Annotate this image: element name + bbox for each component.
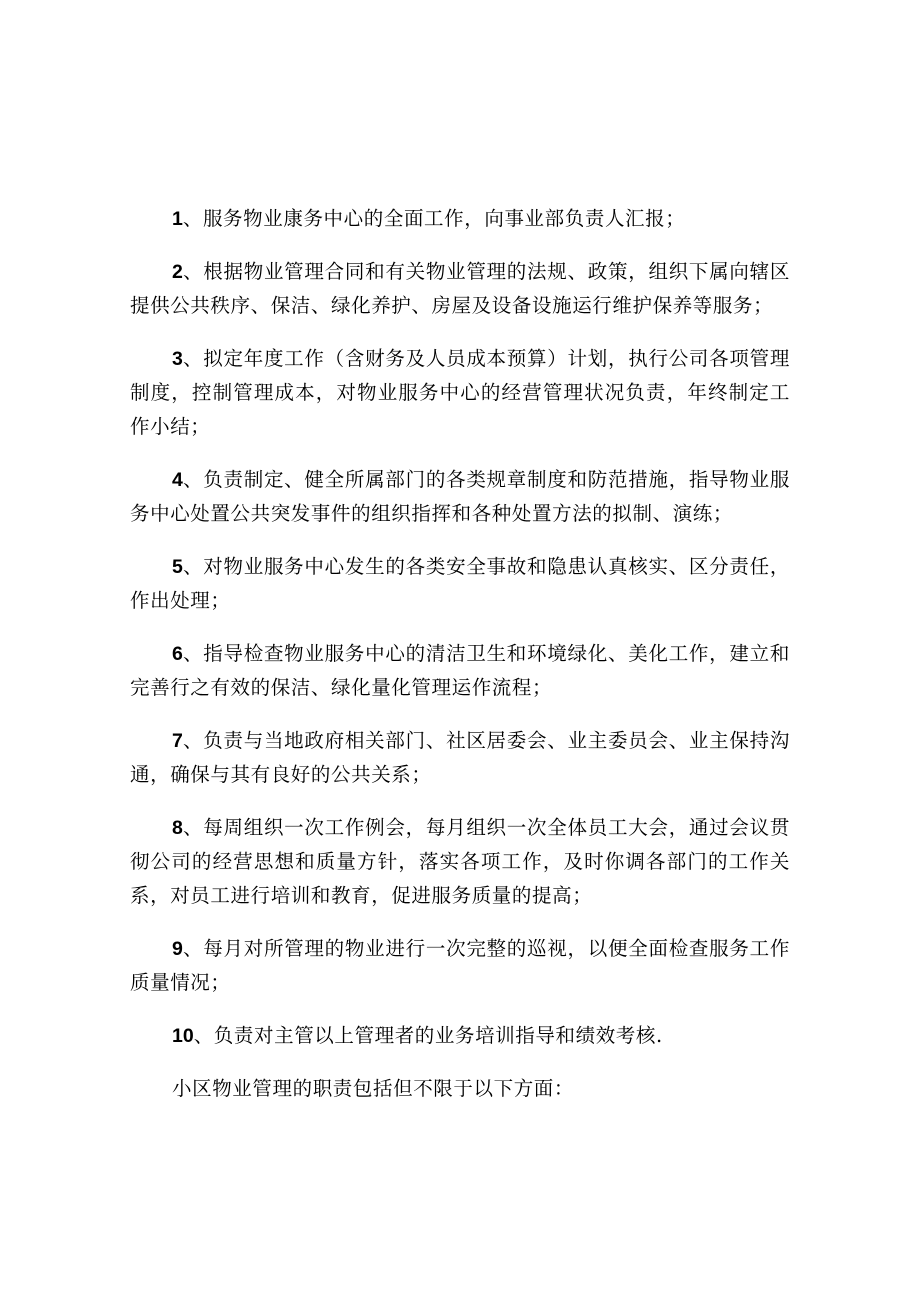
- item-text: 、指导检查物业服务中心的清洁卫生和环境绿化、美化工作，建立和完善行之有效的保洁、绿化量化管理运作流程；: [130, 642, 790, 699]
- item-number: 3: [172, 348, 183, 370]
- item-number: 1: [172, 208, 183, 230]
- item-number: 10: [172, 1025, 194, 1047]
- item-text: 、服务物业康务中心的全面工作，向事业部负责人汇报；: [182, 207, 686, 230]
- closing-paragraph: 小区物业管理的职责包括但不限于以下方面：: [172, 1077, 575, 1100]
- duty-item-3: [130, 342, 790, 444]
- item-number: 5: [172, 556, 183, 578]
- item-text: 、负责制定、健全所属部门的各类规章制度和防范措施，指导物业服务中心处置公共突发事件的组织指挥和各种处置方法的拟制、演练；: [130, 468, 790, 525]
- item-number: 8: [172, 817, 183, 839]
- item-text: 、负责对主管以上管理者的业务培训指导和绩效考核.: [193, 1024, 663, 1047]
- item-number: 9: [172, 938, 183, 960]
- duty-item-2: [130, 255, 790, 323]
- item-number: 7: [172, 730, 183, 752]
- item-text: 、根据物业管理合同和有关物业管理的法规、政策，组织下属向辖区提供公共秩序、保洁、绿化养护、房屋及设备设施运行维护保养等服务；: [130, 260, 790, 317]
- item-text: 、每周组织一次工作例会，每月组织一次全体员工大会，通过会议贯彻公司的经营思想和质量方针，落实各项工作，及时你调各部门的工作关系，对员工进行培训和教育，促进服务质量的提高；: [130, 816, 790, 907]
- document-body: [130, 202, 790, 1125]
- duty-item-10: [130, 1019, 790, 1053]
- item-text: 、负责与当地政府相关部门、社区居委会、业主委员会、业主保持沟通，确保与其有良好的公共关系；: [130, 729, 790, 786]
- item-text: 、拟定年度工作（含财务及人员成本预算）计划，执行公司各项管理制度，控制管理成本，对物业服务中心的经营管理状况负责，年终制定工作小结；: [130, 347, 790, 438]
- item-text: 、对物业服务中心发生的各类安全事故和隐患认真核实、区分责任，作出处理；: [130, 555, 790, 612]
- duty-item-8: [130, 811, 790, 913]
- item-number: 4: [172, 469, 183, 491]
- duty-item-6: [130, 637, 790, 705]
- duty-item-9: [130, 932, 790, 1000]
- duty-item-7: [130, 724, 790, 792]
- duty-item-1: [130, 202, 790, 236]
- item-number: 6: [172, 643, 183, 665]
- duty-item-5: [130, 550, 790, 618]
- item-number: 2: [172, 261, 183, 283]
- duty-item-4: [130, 463, 790, 531]
- item-text: 、每月对所管理的物业进行一次完整的巡视，以便全面检查服务工作质量情况；: [130, 937, 790, 994]
